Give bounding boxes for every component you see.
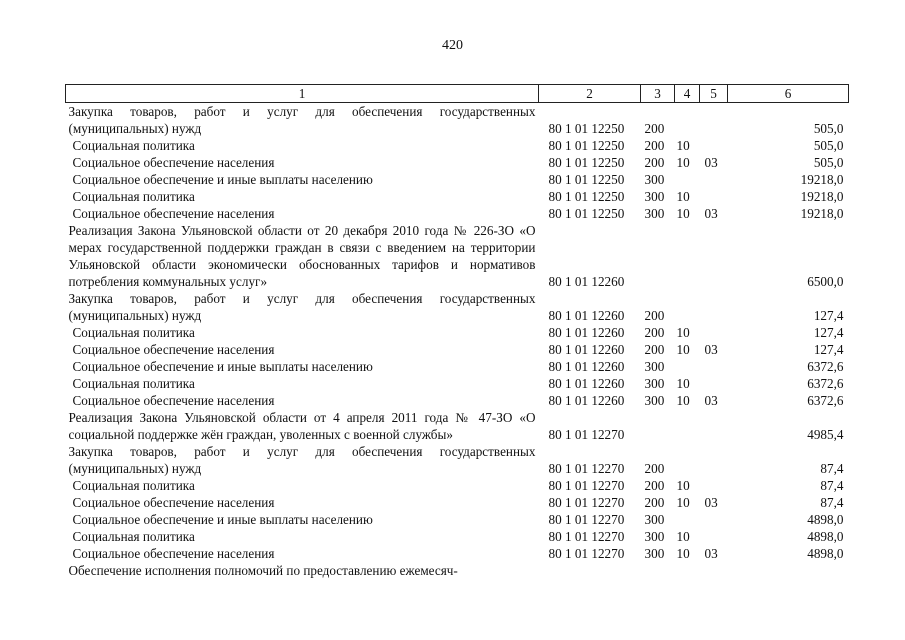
row-expense-type: 300 bbox=[644, 529, 665, 544]
row-amount: 505,0 bbox=[813, 121, 844, 136]
row-expense-type: 200 bbox=[644, 495, 665, 510]
row-csr-code bbox=[539, 562, 641, 579]
row-csr-code: 80 1 01 12250 bbox=[548, 189, 625, 204]
row-expense-type: 200 bbox=[644, 308, 665, 323]
row-section: 10 bbox=[676, 478, 690, 493]
row-expense-type: 300 bbox=[644, 206, 665, 221]
row-amount: 505,0 bbox=[813, 138, 844, 153]
row-name: Социальное обеспечение и иные выплаты населению bbox=[72, 359, 373, 374]
table-row bbox=[66, 290, 849, 324]
row-amount bbox=[728, 562, 849, 579]
row-expense-type: 200 bbox=[644, 155, 665, 170]
row-csr-code: 80 1 01 12260 bbox=[548, 342, 625, 357]
table-row bbox=[66, 171, 849, 188]
row-subsection bbox=[700, 562, 728, 579]
table-row bbox=[66, 154, 849, 171]
row-amount: 87,4 bbox=[820, 478, 844, 493]
row-csr-code: 80 1 01 12270 bbox=[548, 461, 625, 476]
table-header bbox=[66, 85, 849, 103]
row-amount: 4898,0 bbox=[807, 546, 844, 561]
row-amount: 6500,0 bbox=[807, 274, 844, 289]
row-name: Обеспечение исполнения полномочий по предоставлению ежемесяч- bbox=[68, 563, 458, 578]
header-col-4: 4 bbox=[675, 85, 700, 103]
row-name: Социальное обеспечение и иные выплаты населению bbox=[72, 512, 373, 527]
table-row bbox=[66, 494, 849, 511]
row-csr-code: 80 1 01 12260 bbox=[548, 308, 625, 323]
row-section bbox=[675, 443, 700, 477]
row-section bbox=[675, 562, 700, 579]
row-name: Социальная политика bbox=[72, 478, 195, 493]
table-row bbox=[66, 545, 849, 562]
row-subsection bbox=[700, 511, 728, 528]
row-subsection bbox=[700, 222, 728, 290]
table-row bbox=[66, 324, 849, 341]
table-row bbox=[66, 358, 849, 375]
row-name: Социальное обеспечение населения bbox=[72, 155, 275, 170]
row-csr-code: 80 1 01 12250 bbox=[548, 172, 625, 187]
row-section bbox=[675, 222, 700, 290]
row-name: Социальная политика bbox=[72, 325, 195, 340]
header-col-5: 5 bbox=[700, 85, 728, 103]
table-row bbox=[66, 562, 849, 579]
row-subsection bbox=[700, 103, 728, 138]
row-csr-code: 80 1 01 12250 bbox=[548, 155, 625, 170]
row-name: Социальное обеспечение населения bbox=[72, 546, 275, 561]
table-body bbox=[66, 103, 849, 580]
row-amount: 4898,0 bbox=[807, 512, 844, 527]
row-expense-type: 200 bbox=[644, 478, 665, 493]
row-expense-type bbox=[641, 409, 675, 443]
row-name: Социальное обеспечение населения bbox=[72, 393, 275, 408]
table-row bbox=[66, 375, 849, 392]
row-csr-code: 80 1 01 12250 bbox=[548, 138, 625, 153]
row-section: 10 bbox=[676, 325, 690, 340]
row-section bbox=[675, 290, 700, 324]
row-amount: 127,4 bbox=[813, 308, 844, 323]
row-section: 10 bbox=[676, 206, 690, 221]
row-name: Социальное обеспечение и иные выплаты населению bbox=[72, 172, 373, 187]
row-subsection: 03 bbox=[704, 342, 718, 357]
table-row bbox=[66, 222, 849, 290]
row-subsection: 03 bbox=[704, 495, 718, 510]
row-subsection: 03 bbox=[704, 393, 718, 408]
row-subsection bbox=[700, 528, 728, 545]
row-subsection bbox=[700, 137, 728, 154]
row-subsection bbox=[700, 358, 728, 375]
header-col-6: 6 bbox=[728, 85, 849, 103]
table-row bbox=[66, 341, 849, 358]
row-csr-code: 80 1 01 12260 bbox=[548, 359, 625, 374]
row-expense-type: 300 bbox=[644, 376, 665, 391]
row-section: 10 bbox=[676, 529, 690, 544]
row-expense-type bbox=[641, 222, 675, 290]
row-section: 10 bbox=[676, 189, 690, 204]
header-col-2: 2 bbox=[539, 85, 641, 103]
row-amount: 19218,0 bbox=[800, 206, 844, 221]
row-subsection bbox=[700, 477, 728, 494]
table-row bbox=[66, 477, 849, 494]
row-subsection bbox=[700, 409, 728, 443]
row-csr-code: 80 1 01 12270 bbox=[548, 478, 625, 493]
table-row bbox=[66, 443, 849, 477]
row-csr-code: 80 1 01 12260 bbox=[548, 325, 625, 340]
row-subsection bbox=[700, 188, 728, 205]
row-section: 10 bbox=[676, 155, 690, 170]
row-csr-code: 80 1 01 12260 bbox=[548, 376, 625, 391]
row-expense-type: 200 bbox=[644, 138, 665, 153]
row-csr-code: 80 1 01 12270 bbox=[548, 427, 625, 442]
table-row bbox=[66, 188, 849, 205]
row-name: Социальное обеспечение населения bbox=[72, 342, 275, 357]
row-expense-type: 300 bbox=[644, 359, 665, 374]
row-amount: 6372,6 bbox=[807, 359, 844, 374]
table-row bbox=[66, 409, 849, 443]
row-name: Социальная политика bbox=[72, 189, 195, 204]
row-expense-type: 200 bbox=[644, 461, 665, 476]
row-name: Реализация Закона Ульяновской области от 4 апреля 2011 года № 47-ЗО «О социальной поддержке жён граждан, уволенных с военной службы» bbox=[68, 410, 536, 442]
row-amount: 127,4 bbox=[813, 342, 844, 357]
header-col-3: 3 bbox=[641, 85, 675, 103]
table-row bbox=[66, 137, 849, 154]
row-section: 10 bbox=[676, 495, 690, 510]
row-csr-code: 80 1 01 12270 bbox=[548, 512, 625, 527]
row-name: Социальная политика bbox=[72, 138, 195, 153]
row-section bbox=[675, 358, 700, 375]
page-number: 420 bbox=[442, 38, 463, 53]
row-name: Закупка товаров, работ и услуг для обеспечения государственных (муниципальных) нужд bbox=[68, 291, 536, 323]
row-csr-code: 80 1 01 12250 bbox=[548, 206, 625, 221]
row-csr-code: 80 1 01 12270 bbox=[548, 546, 625, 561]
table-row bbox=[66, 205, 849, 222]
row-section: 10 bbox=[676, 342, 690, 357]
row-expense-type: 300 bbox=[644, 512, 665, 527]
row-section bbox=[675, 409, 700, 443]
row-amount: 19218,0 bbox=[800, 172, 844, 187]
row-amount: 87,4 bbox=[820, 495, 844, 510]
budget-table bbox=[65, 84, 849, 579]
row-name: Закупка товаров, работ и услуг для обеспечения государственных (муниципальных) нужд bbox=[68, 444, 536, 476]
table-row bbox=[66, 528, 849, 545]
row-amount: 4985,4 bbox=[807, 427, 844, 442]
row-subsection: 03 bbox=[704, 155, 718, 170]
row-expense-type: 200 bbox=[644, 325, 665, 340]
row-name: Социальное обеспечение населения bbox=[72, 495, 275, 510]
row-subsection: 03 bbox=[704, 206, 718, 221]
row-expense-type: 200 bbox=[644, 121, 665, 136]
row-name: Реализация Закона Ульяновской области от 20 декабря 2010 года № 226-ЗО «О мерах государственной поддержки граждан в связи с введением на территории Ульяновской области экономически обоснованных тарифов и нормативов потребления коммунальных услуг» bbox=[68, 223, 536, 289]
table-row bbox=[66, 103, 849, 138]
row-subsection bbox=[700, 171, 728, 188]
row-subsection bbox=[700, 324, 728, 341]
row-name: Социальная политика bbox=[72, 376, 195, 391]
row-csr-code: 80 1 01 12270 bbox=[548, 495, 625, 510]
row-expense-type: 300 bbox=[644, 172, 665, 187]
table-row bbox=[66, 511, 849, 528]
row-csr-code: 80 1 01 12260 bbox=[548, 274, 625, 289]
row-name: Закупка товаров, работ и услуг для обеспечения государственных (муниципальных) нужд bbox=[68, 104, 536, 136]
row-expense-type bbox=[641, 562, 675, 579]
row-amount: 505,0 bbox=[813, 155, 844, 170]
row-section: 10 bbox=[676, 376, 690, 391]
row-amount: 6372,6 bbox=[807, 393, 844, 408]
row-expense-type: 300 bbox=[644, 189, 665, 204]
row-expense-type: 300 bbox=[644, 393, 665, 408]
row-subsection bbox=[700, 290, 728, 324]
table-row bbox=[66, 392, 849, 409]
row-amount: 19218,0 bbox=[800, 189, 844, 204]
row-name: Социальная политика bbox=[72, 529, 195, 544]
row-csr-code: 80 1 01 12270 bbox=[548, 529, 625, 544]
row-expense-type: 300 bbox=[644, 546, 665, 561]
header-col-1: 1 bbox=[66, 85, 539, 103]
row-section: 10 bbox=[676, 546, 690, 561]
row-amount: 6372,6 bbox=[807, 376, 844, 391]
row-csr-code: 80 1 01 12250 bbox=[548, 121, 625, 136]
row-section bbox=[675, 171, 700, 188]
row-subsection bbox=[700, 375, 728, 392]
row-expense-type: 200 bbox=[644, 342, 665, 357]
row-csr-code: 80 1 01 12260 bbox=[548, 393, 625, 408]
row-section: 10 bbox=[676, 393, 690, 408]
row-subsection bbox=[700, 443, 728, 477]
row-amount: 4898,0 bbox=[807, 529, 844, 544]
row-subsection: 03 bbox=[704, 546, 718, 561]
row-name: Социальное обеспечение населения bbox=[72, 206, 275, 221]
row-section bbox=[675, 103, 700, 138]
row-section bbox=[675, 511, 700, 528]
row-amount: 87,4 bbox=[820, 461, 844, 476]
row-section: 10 bbox=[676, 138, 690, 153]
row-amount: 127,4 bbox=[813, 325, 844, 340]
